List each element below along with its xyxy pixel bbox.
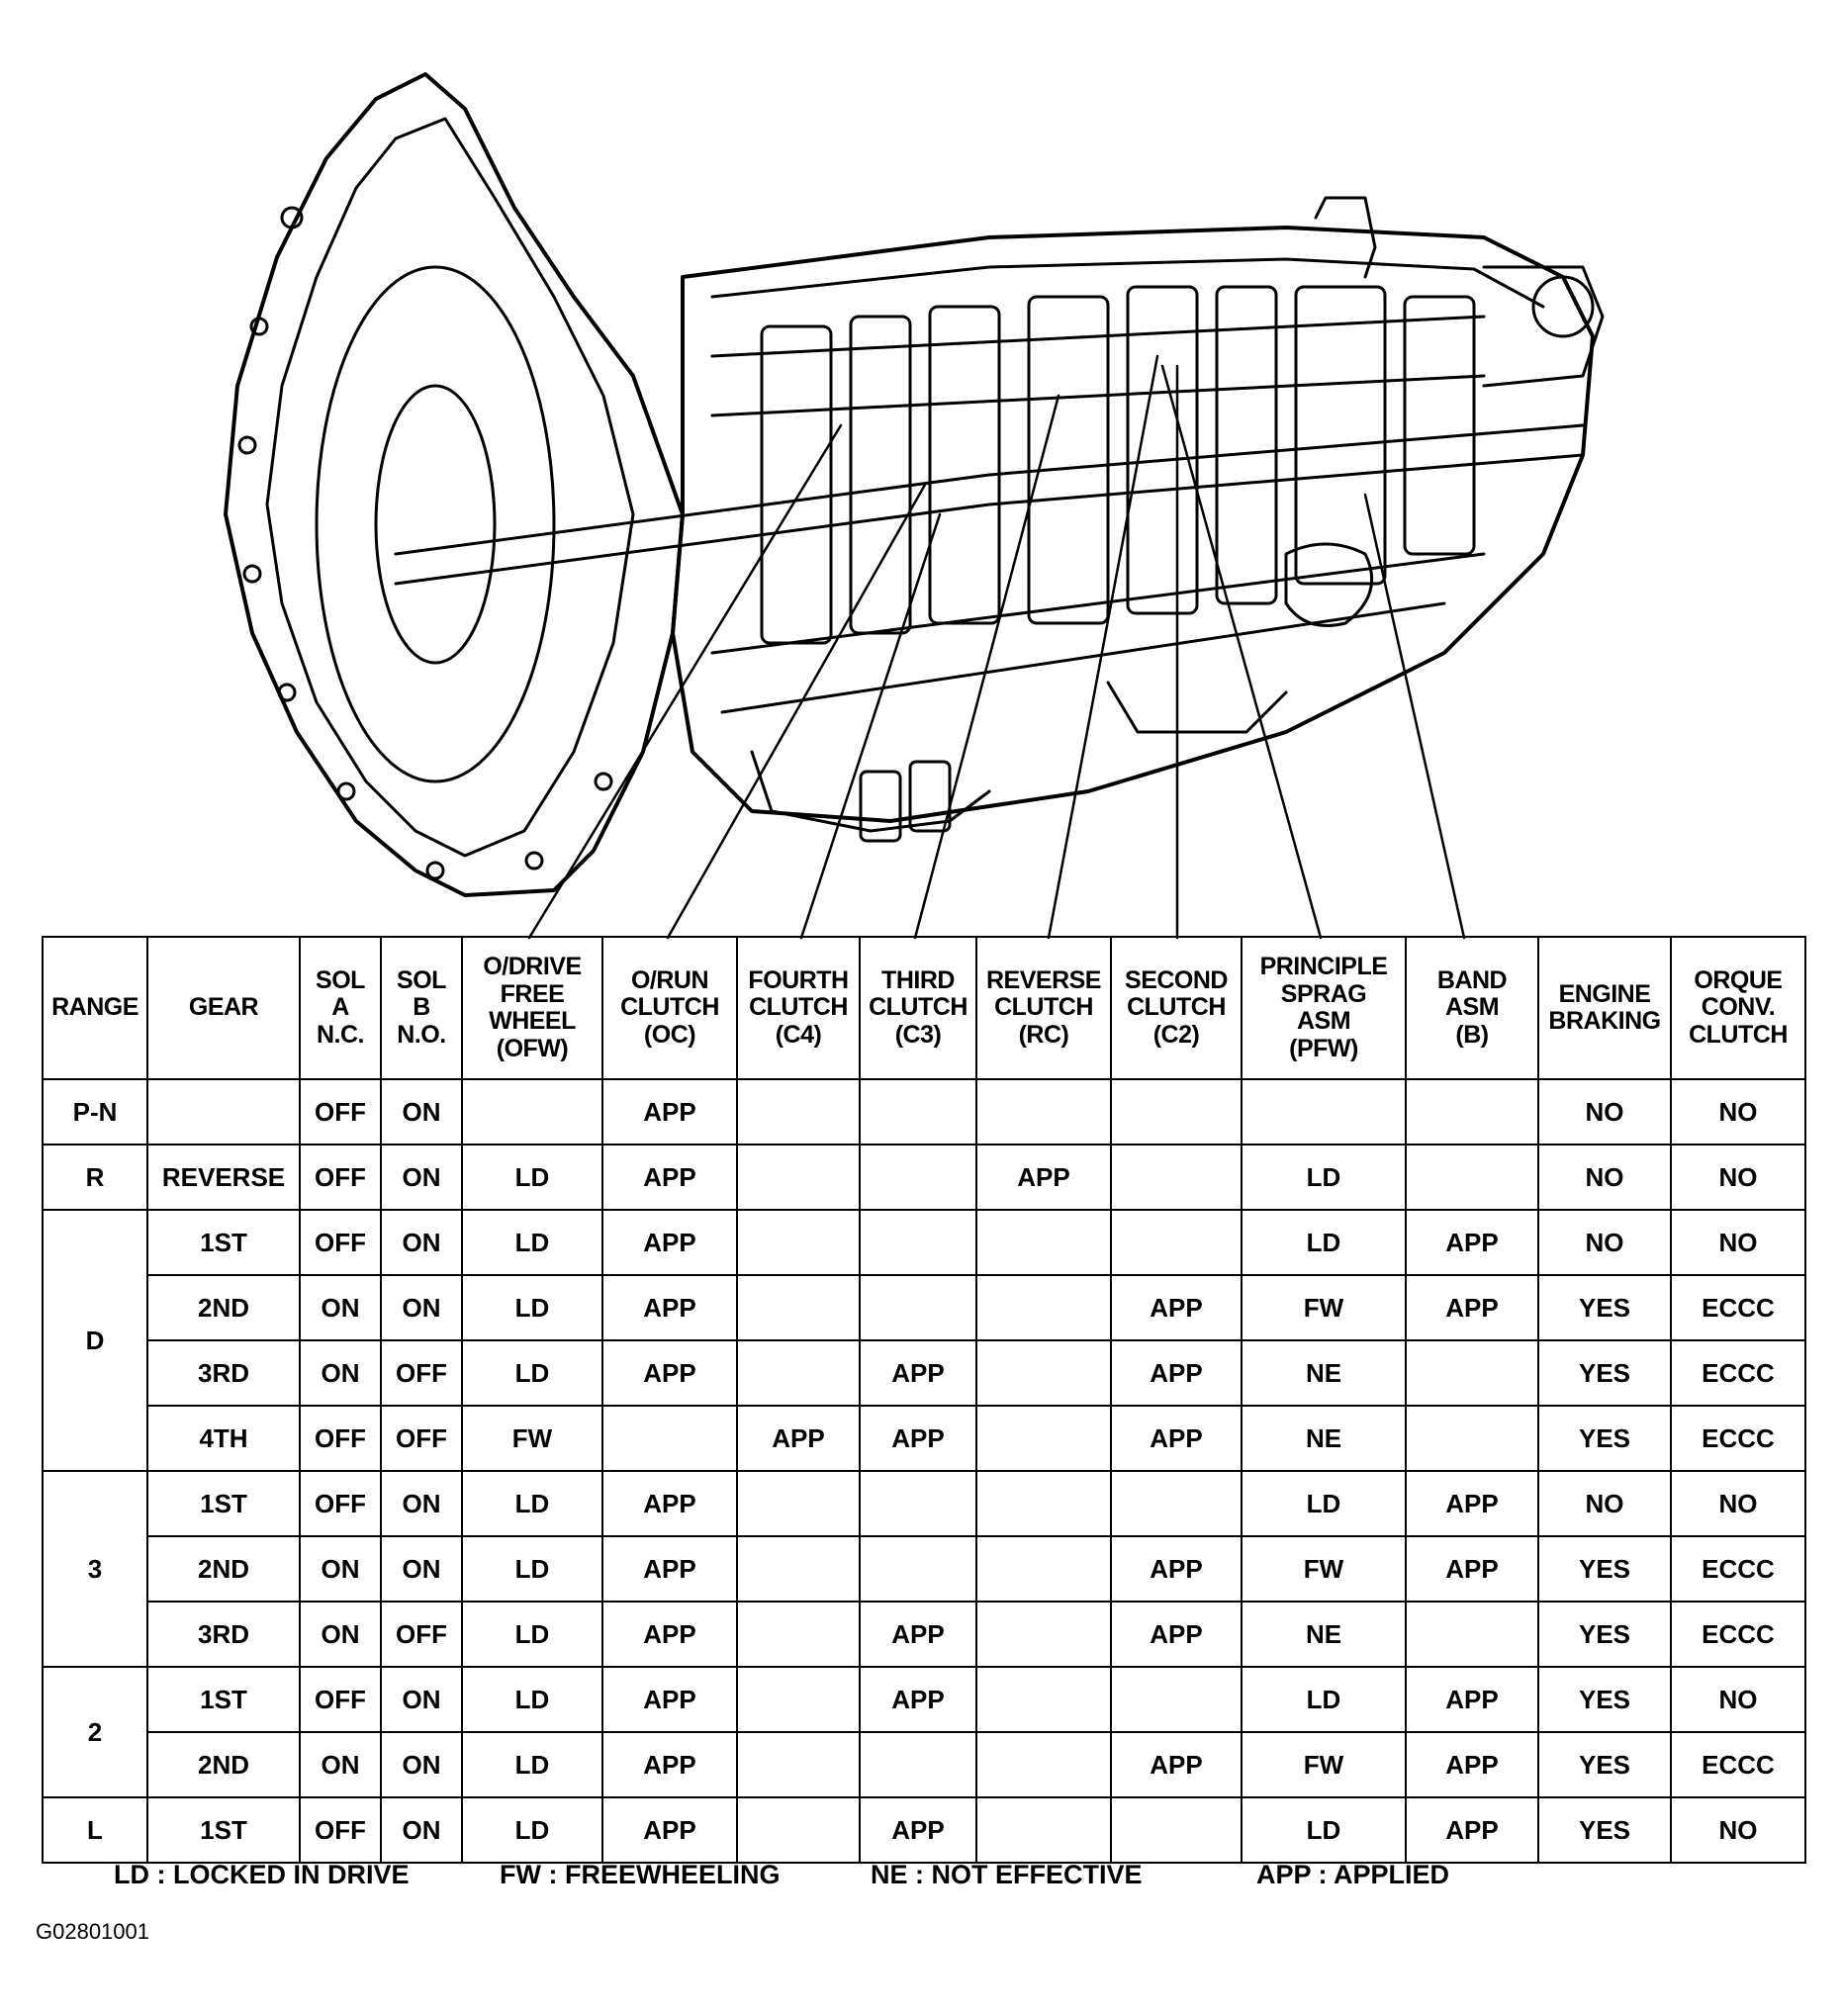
cell-band (1406, 1079, 1538, 1145)
cell-rc (976, 1536, 1111, 1602)
column-header-line: A (331, 993, 349, 1022)
legend (114, 1860, 1499, 1899)
column-header-line: CLUTCH (869, 993, 967, 1022)
cell-rc (976, 1667, 1111, 1732)
cell-c3 (860, 1471, 976, 1536)
cell-c4 (737, 1145, 860, 1210)
cell-sol-a: OFF (300, 1471, 381, 1536)
cell-tcc: ECCC (1671, 1406, 1805, 1471)
legend-locked-in-drive: LD : LOCKED IN DRIVE (114, 1860, 410, 1889)
column-header-line: REVERSE (986, 965, 1101, 994)
cell-c4 (737, 1210, 860, 1275)
cell-oc: APP (602, 1340, 737, 1406)
cell-gear: 1ST (147, 1667, 300, 1732)
cell-sol-a: ON (300, 1536, 381, 1602)
column-header-c4 (737, 937, 860, 1079)
cell-sol-a: ON (300, 1275, 381, 1340)
cell-ofw: LD (462, 1210, 602, 1275)
cell-tcc: NO (1671, 1797, 1805, 1863)
transmission-cutaway-illustration (0, 0, 1842, 950)
column-header-sol-b (381, 937, 462, 1079)
cell-band (1406, 1145, 1538, 1210)
cell-tcc: NO (1671, 1471, 1805, 1536)
cell-oc: APP (602, 1536, 737, 1602)
cell-sol-a: OFF (300, 1406, 381, 1471)
cell-sol-a: OFF (300, 1210, 381, 1275)
cell-c3 (860, 1732, 976, 1797)
cell-c3: APP (860, 1406, 976, 1471)
column-header-line: O/DRIVE (483, 953, 582, 980)
cell-engine-braking: YES (1538, 1536, 1671, 1602)
cell-engine-braking: YES (1538, 1667, 1671, 1732)
cell-sol-b: OFF (381, 1602, 462, 1667)
cell-engine-braking: YES (1538, 1732, 1671, 1797)
cell-gear: 2ND (147, 1732, 300, 1797)
cell-tcc: NO (1671, 1145, 1805, 1210)
cell-c2 (1111, 1210, 1242, 1275)
cell-sol-b: ON (381, 1667, 462, 1732)
range-cell: L (43, 1797, 147, 1863)
cell-c3: APP (860, 1797, 976, 1863)
cell-sol-a: ON (300, 1340, 381, 1406)
column-header-line: (OC) (643, 1020, 696, 1049)
figure-id: G02801001 (36, 1919, 149, 1944)
cell-tcc: NO (1671, 1210, 1805, 1275)
cell-rc (976, 1340, 1111, 1406)
cell-gear: REVERSE (147, 1145, 300, 1210)
column-header-line: SECOND (1125, 965, 1228, 994)
cell-pfw: NE (1242, 1340, 1406, 1406)
column-header-ofw (462, 937, 602, 1079)
cell-band (1406, 1602, 1538, 1667)
column-header-line: WHEEL (489, 1007, 576, 1035)
cell-tcc: ECCC (1671, 1602, 1805, 1667)
cell-c3: APP (860, 1667, 976, 1732)
column-header-gear (147, 937, 300, 1079)
cell-rc (976, 1471, 1111, 1536)
table-row (43, 1079, 1805, 1145)
table-row (43, 1602, 1805, 1667)
cell-rc (976, 1797, 1111, 1863)
cell-c2: APP (1111, 1732, 1242, 1797)
cell-engine-braking: YES (1538, 1340, 1671, 1406)
cell-gear: 3RD (147, 1340, 300, 1406)
cell-gear: 1ST (147, 1210, 300, 1275)
table-row (43, 1536, 1805, 1602)
column-header-oc (602, 937, 737, 1079)
cell-band: APP (1406, 1797, 1538, 1863)
cell-band: APP (1406, 1536, 1538, 1602)
column-header-line: (OFW) (496, 1034, 569, 1062)
cell-pfw: LD (1242, 1210, 1406, 1275)
range-cell: P-N (43, 1079, 147, 1145)
column-header-line: CONV. (1701, 993, 1776, 1022)
cell-tcc: NO (1671, 1079, 1805, 1145)
table-body (43, 1079, 1805, 1863)
column-header-line: (B) (1455, 1020, 1489, 1049)
column-header-line: THIRD (881, 965, 955, 994)
cell-c2: APP (1111, 1536, 1242, 1602)
cell-band (1406, 1340, 1538, 1406)
column-header-line: SPRAG (1280, 979, 1367, 1008)
column-header-line: ASM (1444, 993, 1500, 1022)
cell-tcc: ECCC (1671, 1732, 1805, 1797)
cell-oc (602, 1406, 737, 1471)
column-header-line: (C3) (894, 1020, 942, 1049)
cell-sol-b: ON (381, 1471, 462, 1536)
cell-tcc: ECCC (1671, 1275, 1805, 1340)
cell-gear: 4TH (147, 1406, 300, 1471)
cell-c3 (860, 1210, 976, 1275)
cell-gear (147, 1079, 300, 1145)
cell-pfw (1242, 1079, 1406, 1145)
cell-gear: 3RD (147, 1602, 300, 1667)
column-header-line: CLUTCH (620, 993, 719, 1022)
table-row (43, 1797, 1805, 1863)
table-row (43, 1406, 1805, 1471)
cell-c3 (860, 1275, 976, 1340)
column-header-line: N.O. (397, 1020, 446, 1049)
cell-pfw: LD (1242, 1797, 1406, 1863)
column-header-line: (C4) (775, 1020, 822, 1049)
column-header-line: SOL (397, 965, 446, 994)
cell-oc: APP (602, 1667, 737, 1732)
cell-tcc: ECCC (1671, 1536, 1805, 1602)
cell-c3 (860, 1536, 976, 1602)
cell-sol-a: OFF (300, 1667, 381, 1732)
column-header-line: CLUTCH (1127, 993, 1226, 1022)
cell-sol-b: ON (381, 1210, 462, 1275)
column-header-engine-braking (1538, 937, 1671, 1079)
cell-pfw: FW (1242, 1536, 1406, 1602)
column-header-rc (976, 937, 1111, 1079)
cell-band: APP (1406, 1667, 1538, 1732)
cell-ofw: LD (462, 1602, 602, 1667)
cell-c2: APP (1111, 1602, 1242, 1667)
column-header-line: O/RUN (630, 965, 709, 994)
table-row (43, 1471, 1805, 1536)
cell-tcc: ECCC (1671, 1340, 1805, 1406)
range-cell: 2 (43, 1667, 147, 1797)
cell-oc: APP (602, 1145, 737, 1210)
column-header-line: ASM (1296, 1007, 1351, 1035)
cell-engine-braking: NO (1538, 1079, 1671, 1145)
cell-c4 (737, 1602, 860, 1667)
table-row (43, 1275, 1805, 1340)
range-cell: 3 (43, 1471, 147, 1667)
column-header-line: BRAKING (1548, 1007, 1661, 1035)
cell-sol-a: OFF (300, 1797, 381, 1863)
range-cell: R (43, 1145, 147, 1210)
cell-c4 (737, 1667, 860, 1732)
column-header-line: N.C. (317, 1020, 364, 1049)
cell-c2: APP (1111, 1275, 1242, 1340)
column-header-c3 (860, 937, 976, 1079)
cell-c4 (737, 1732, 860, 1797)
cell-c4 (737, 1340, 860, 1406)
column-header-line: CLUTCH (749, 993, 848, 1022)
column-header-line: FREE (500, 979, 565, 1008)
cell-c2: APP (1111, 1340, 1242, 1406)
cell-c2 (1111, 1667, 1242, 1732)
column-header-line: (C2) (1152, 1020, 1200, 1049)
cell-oc: APP (602, 1732, 737, 1797)
column-header-c2 (1111, 937, 1242, 1079)
cell-ofw: LD (462, 1797, 602, 1863)
transmission-cutaway-icon (226, 74, 1603, 938)
cell-rc: APP (976, 1145, 1111, 1210)
cell-band: APP (1406, 1275, 1538, 1340)
cell-sol-b: ON (381, 1275, 462, 1340)
cell-rc (976, 1210, 1111, 1275)
cell-pfw: LD (1242, 1471, 1406, 1536)
cell-engine-braking: YES (1538, 1406, 1671, 1471)
cell-ofw: FW (462, 1406, 602, 1471)
cell-c3 (860, 1145, 976, 1210)
column-header-line: FOURTH (748, 965, 849, 994)
cell-engine-braking: YES (1538, 1602, 1671, 1667)
cell-rc (976, 1079, 1111, 1145)
cell-sol-a: OFF (300, 1079, 381, 1145)
table-row (43, 1667, 1805, 1732)
column-header-line: ORQUE (1694, 965, 1783, 994)
column-header-sol-a (300, 937, 381, 1079)
cell-pfw: NE (1242, 1406, 1406, 1471)
cell-c4 (737, 1797, 860, 1863)
column-header-line: BAND (1436, 965, 1508, 994)
cell-pfw: LD (1242, 1145, 1406, 1210)
cell-pfw: FW (1242, 1275, 1406, 1340)
cell-ofw: LD (462, 1536, 602, 1602)
cell-c2 (1111, 1797, 1242, 1863)
table-header-row (43, 937, 1805, 1079)
cell-gear: 1ST (147, 1797, 300, 1863)
cell-engine-braking: NO (1538, 1471, 1671, 1536)
column-header-pfw (1242, 937, 1406, 1079)
cell-band (1406, 1406, 1538, 1471)
cell-c2 (1111, 1079, 1242, 1145)
column-header-line: ENGINE (1558, 979, 1651, 1008)
cell-engine-braking: NO (1538, 1145, 1671, 1210)
cell-sol-a: ON (300, 1732, 381, 1797)
cell-ofw: LD (462, 1732, 602, 1797)
column-header-range (43, 937, 147, 1079)
cell-rc (976, 1732, 1111, 1797)
cell-c4 (737, 1471, 860, 1536)
column-header-line: RANGE (51, 993, 138, 1022)
cell-sol-b: ON (381, 1536, 462, 1602)
column-header-tcc (1671, 937, 1805, 1079)
cell-engine-braking: YES (1538, 1797, 1671, 1863)
column-header-band (1406, 937, 1538, 1079)
cell-oc: APP (602, 1602, 737, 1667)
cell-band: APP (1406, 1210, 1538, 1275)
cell-engine-braking: NO (1538, 1210, 1671, 1275)
cell-sol-b: ON (381, 1079, 462, 1145)
cell-rc (976, 1602, 1111, 1667)
column-header-line: (PFW) (1289, 1034, 1358, 1062)
cell-pfw: LD (1242, 1667, 1406, 1732)
cell-c3 (860, 1079, 976, 1145)
column-header-line: B (413, 993, 430, 1022)
cell-oc: APP (602, 1471, 737, 1536)
cell-c2 (1111, 1471, 1242, 1536)
cell-c3: APP (860, 1602, 976, 1667)
cell-rc (976, 1275, 1111, 1340)
cell-pfw: FW (1242, 1732, 1406, 1797)
column-header-line: (RC) (1018, 1020, 1069, 1049)
cell-oc: APP (602, 1079, 737, 1145)
cell-ofw: LD (462, 1340, 602, 1406)
cell-c4 (737, 1536, 860, 1602)
table-row (43, 1210, 1805, 1275)
table-row (43, 1340, 1805, 1406)
cell-c4: APP (737, 1406, 860, 1471)
cell-c2: APP (1111, 1406, 1242, 1471)
legend-not-effective: NE : NOT EFFECTIVE (871, 1860, 1143, 1889)
cell-oc: APP (602, 1797, 737, 1863)
cell-band: APP (1406, 1471, 1538, 1536)
cell-tcc: NO (1671, 1667, 1805, 1732)
column-header-line: SOL (316, 965, 365, 994)
column-header-line: PRINCIPLE (1259, 953, 1388, 980)
column-header-line: CLUTCH (1689, 1020, 1788, 1049)
cell-oc: APP (602, 1210, 737, 1275)
cell-band: APP (1406, 1732, 1538, 1797)
cell-sol-b: OFF (381, 1340, 462, 1406)
cell-rc (976, 1406, 1111, 1471)
cell-sol-b: ON (381, 1797, 462, 1863)
cell-c2 (1111, 1145, 1242, 1210)
legend-freewheeling: FW : FREEWHEELING (500, 1860, 781, 1889)
cell-c4 (737, 1275, 860, 1340)
cell-c4 (737, 1079, 860, 1145)
cell-pfw: NE (1242, 1602, 1406, 1667)
cell-gear: 2ND (147, 1536, 300, 1602)
cell-gear: 1ST (147, 1471, 300, 1536)
cell-ofw (462, 1079, 602, 1145)
table-row (43, 1732, 1805, 1797)
cell-sol-a: ON (300, 1602, 381, 1667)
cell-sol-b: OFF (381, 1406, 462, 1471)
cell-ofw: LD (462, 1667, 602, 1732)
clutch-application-table (42, 936, 1806, 1864)
column-header-line: GEAR (188, 993, 259, 1022)
column-header-line: CLUTCH (994, 993, 1093, 1022)
legend-applied: APP : APPLIED (1256, 1860, 1450, 1889)
cell-oc: APP (602, 1275, 737, 1340)
cell-ofw: LD (462, 1275, 602, 1340)
range-cell: D (43, 1210, 147, 1471)
cell-sol-b: ON (381, 1732, 462, 1797)
table-row (43, 1145, 1805, 1210)
cell-c3: APP (860, 1340, 976, 1406)
cell-gear: 2ND (147, 1275, 300, 1340)
cell-sol-b: ON (381, 1145, 462, 1210)
cell-sol-a: OFF (300, 1145, 381, 1210)
cell-ofw: LD (462, 1145, 602, 1210)
cell-engine-braking: YES (1538, 1275, 1671, 1340)
cell-ofw: LD (462, 1471, 602, 1536)
